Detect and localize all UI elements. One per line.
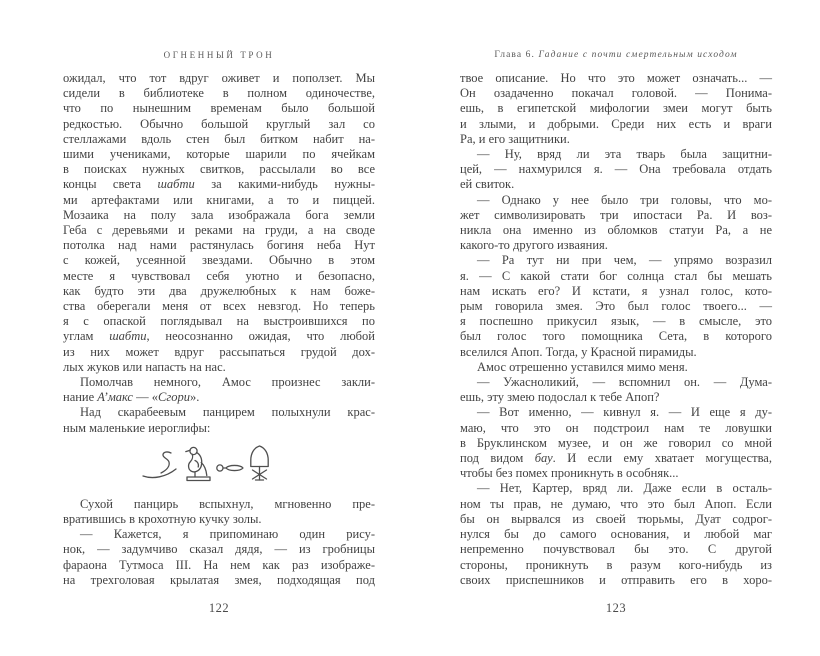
- quail-chick-hieroglyph-icon: [185, 446, 212, 482]
- dome-cross-hieroglyph-icon: [248, 445, 271, 482]
- text-line: вратившись в крохотную кучку золы.: [63, 512, 262, 527]
- text-line: своих приспешников и отправить его в хоро-: [460, 572, 772, 587]
- text-line: — Ужасноликий, — вспомнил он. — Дума-: [477, 375, 772, 390]
- text-line: Над скарабеевым панцирем полыхнули крас-: [80, 405, 375, 420]
- text-block-bottom: [63, 497, 375, 588]
- text-line: чтобы без помех проникнуть в особняк...: [460, 466, 679, 481]
- left-page: [63, 0, 375, 656]
- text-line: твое описание. Но что это может означать... —: [460, 71, 772, 85]
- text-line: никла она именно из обломков статуи Ра, а не: [460, 223, 772, 238]
- text-line: нание А’макс — «Сгори».: [63, 390, 200, 405]
- text-line: редкостью. Обычно большой круглый зал со: [63, 116, 375, 131]
- text-line: я с опаской поглядывал на выстроившихся по: [63, 314, 375, 329]
- text-line: в Бруклинском музее, и он же говорил со мной: [460, 435, 772, 450]
- text-line: ей свиток.: [460, 177, 515, 192]
- text-line: нам искать его? И кстати, я узнал голос, кото-: [460, 283, 772, 298]
- text-line: месте я чувствовал себя уютно и безопасно,: [63, 268, 375, 283]
- text-line: Мозаика на полу зала изображала бога земли: [63, 207, 375, 222]
- text-line: нулся бы до самого основания, и любой маг: [460, 527, 772, 542]
- text-line: фараона Тутмоса III. На нем как раз изображе-: [63, 557, 375, 572]
- page-number: 123: [605, 601, 627, 615]
- text-line: Амос отрешенно уставился мимо меня.: [477, 359, 688, 374]
- hieroglyph-figure: [50, 436, 362, 497]
- text-line: какого-то другого изваяния.: [460, 238, 608, 253]
- text-line: стеллажами вдоль стен был битком набит на-: [63, 131, 375, 146]
- text-line: я поспешно прикусил язык, — в смысле, это: [460, 314, 772, 329]
- text-line: был голос того помощника Сета, в которого: [460, 329, 772, 344]
- text-line: вселился Апоп. Тогда, у Красной пирамиды.: [460, 344, 697, 359]
- sickle-hieroglyph-icon: [141, 450, 181, 480]
- text-line: Геба с деревьями и реками на груди, а на своде: [63, 223, 375, 238]
- text-line: ешь, в египетской мифологии змеи могут быть: [460, 101, 772, 116]
- text-line: потолка над нами растянулась богиня неба Нут: [63, 238, 375, 253]
- text-line: стороны, проникнуть в разум кого-нибудь из: [460, 557, 772, 572]
- text-line: шими учениками, которые шарили по ячейкам: [63, 147, 375, 162]
- text-line: — Ра тут ни при чем, — упрямо возразил: [477, 253, 772, 268]
- text-block: [460, 71, 772, 588]
- text-line: под видом бау. И если ему хватает могущества,: [460, 451, 772, 466]
- text-line: рым говорила змея. Это был голос твоего... —: [460, 299, 772, 314]
- text-line: — Кажется, я припоминаю один рису-: [80, 527, 375, 542]
- text-line: бы он вырвался из своей тюрьмы, Дуат содрог-: [460, 511, 772, 526]
- text-line: в поисках нужных свитков, рассылали во все: [63, 162, 375, 177]
- text-line: Ра, и его защитники.: [460, 131, 570, 146]
- text-line: что по нынешним временам было большой: [63, 101, 375, 116]
- spoon-hieroglyph-icon: [216, 463, 244, 473]
- text-line: ном ты прав, не думаю, что это был Апоп. Если: [460, 496, 772, 511]
- text-line: — Ну, вряд ли эта тварь была защитни-: [477, 147, 772, 162]
- page-body: [460, 71, 772, 588]
- text-line: — Однако у нее было три головы, что мо-: [477, 192, 772, 207]
- text-line: как будто эти два дружелюбных к нам боже-: [63, 283, 375, 298]
- text-line: нок, — задумчиво сказал дядя, — из гробницы: [63, 542, 375, 557]
- text-line: из них может вдруг рассыпаться грудой дох-: [63, 344, 375, 359]
- right-page: [460, 0, 772, 656]
- text-line: лых жуков или напасть на нас.: [63, 359, 226, 374]
- text-line: с кожей, усеянной звездами. Обычно в этом: [63, 253, 375, 268]
- text-block-top: [63, 71, 375, 436]
- text-line: Сухой панцирь вспыхнул, мгновенно пре-: [80, 496, 375, 511]
- chapter-label: Глава 6.: [494, 50, 536, 60]
- text-line: концы света шабти за какими-нибудь нужны-: [63, 177, 376, 192]
- text-line: ешь, эту змею подослал к тебе Апоп?: [460, 390, 660, 405]
- text-line: и злыми, и добрыми. Среди них есть и враги: [460, 116, 772, 131]
- text-line: ства оберегали меня от всех невзгод. Но теперь: [63, 299, 375, 314]
- text-line: ожидал, что тот вдруг оживет и поползет. Мы: [63, 71, 375, 85]
- text-line: — Нет, Картер, вряд ли. Даже если в осталь-: [477, 481, 772, 496]
- chapter-title: Гадание с почти смертельным исходом: [538, 50, 738, 60]
- text-line: непременно почувствовал бы это. С другой: [460, 542, 772, 557]
- page-number: 122: [208, 601, 230, 615]
- text-line: маю, что это он подстроил нам те ловушки: [460, 420, 772, 435]
- text-line: ным маленькие иероглифы:: [63, 420, 211, 435]
- text-line: Он озадаченно покачал головой. — Понима-: [460, 86, 772, 101]
- text-line: жет символизировать три ипостаси Ра. И воз-: [460, 207, 772, 222]
- running-head: [460, 50, 772, 60]
- text-line: Помолчав немного, Амос произнес закли-: [80, 375, 375, 390]
- text-line: углам шабти, неосознанно ожидая, что любой: [63, 329, 375, 344]
- page-body: [63, 71, 375, 588]
- text-line: на трехголовая крылатая змея, подходящая под: [63, 572, 375, 587]
- text-line: цей, — нахмурился я. — Она требовала отдать: [460, 162, 772, 177]
- text-line: ми артефактами или книгами, а то и пиццей.: [63, 192, 375, 207]
- text-line: сидели в библиотеке в полном одиночестве,: [63, 86, 375, 101]
- running-head: ОГНЕННЫЙ ТРОН: [163, 50, 275, 60]
- text-line: — Вот именно, — кивнул я. — И еще я ду-: [477, 405, 772, 420]
- text-line: я. — С какой стати бог солнца стал бы мешать: [460, 268, 772, 283]
